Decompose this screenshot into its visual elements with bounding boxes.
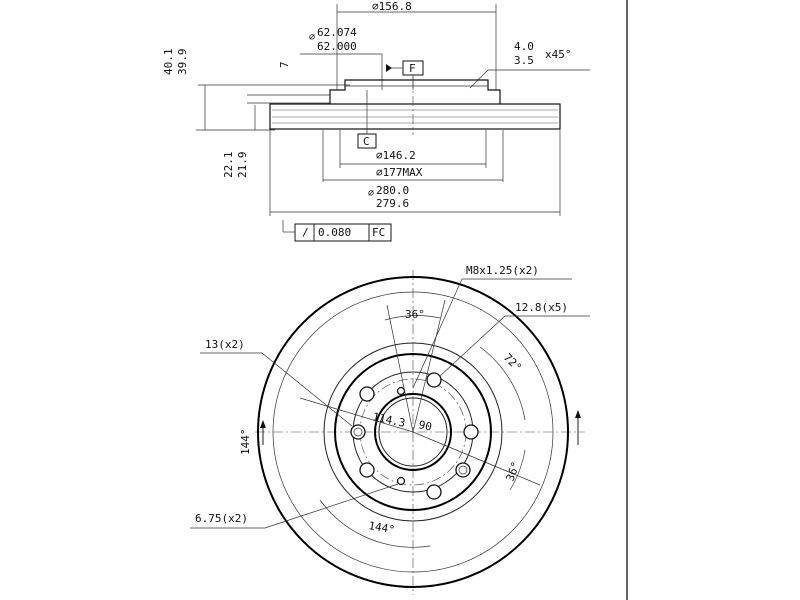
- angle-right-label: 72°: [500, 350, 525, 375]
- pcd-a-label: 114.3: [371, 410, 407, 430]
- pin-hole-callout: 6.75(x2): [195, 512, 248, 525]
- chamfer-b-label: 3.5: [514, 54, 534, 67]
- hub-bore-min-label: 62.000: [317, 40, 357, 53]
- angle-bottom-label: 144°: [367, 519, 396, 537]
- threaded-hole: [351, 425, 365, 439]
- section-view: [162, 0, 590, 241]
- angle-left-label: 144°: [239, 428, 252, 455]
- stud-hole: [360, 387, 374, 401]
- stud-hole: [464, 425, 478, 439]
- thickness-a-label: 22.1: [222, 151, 235, 178]
- datum-c-label: C: [363, 135, 370, 148]
- pin-hole: [398, 388, 405, 395]
- stud-hole: [427, 485, 441, 499]
- stud-hole-callout: 12.8(x5): [515, 301, 568, 314]
- datum-f-label: F: [409, 62, 416, 75]
- total-height-a-label: 40.1: [162, 48, 175, 75]
- outer-hat-diameter-label: ∅156.8: [372, 0, 412, 13]
- outer-diameter-max-label: 280.0: [376, 184, 410, 197]
- hub-bore-max-label: 62.074: [317, 26, 357, 39]
- chamfer-a-label: 4.0: [514, 40, 534, 53]
- outer-diameter-min-label: 279.6: [376, 197, 410, 210]
- tolerance-datum-label: FC: [372, 226, 386, 239]
- small-hole-callout: 13(x2): [205, 338, 245, 351]
- angle-lower-right-label: 36°: [503, 459, 523, 484]
- thickness-b-label: 21.9: [236, 151, 249, 178]
- tolerance-value-label: 0.080: [318, 226, 352, 239]
- tolerance-frame: [283, 220, 391, 241]
- angle-top-label: 36°: [405, 308, 425, 321]
- front-view: [190, 264, 590, 595]
- friction-max-diameter-label: ∅177MAX: [376, 166, 423, 179]
- stud-hole: [427, 373, 441, 387]
- friction-inner-diameter-label: ∅146.2: [376, 149, 416, 162]
- pin-hole: [398, 478, 405, 485]
- total-height-b-label: 39.9: [176, 48, 189, 75]
- outer-diameter-symbol: ∅: [368, 188, 375, 199]
- threaded-hole: [456, 463, 470, 477]
- thread-callout: M8x1.25(x2): [466, 264, 539, 277]
- diameter-symbol: ∅: [309, 32, 316, 43]
- hat-thickness-label: 7: [278, 61, 291, 68]
- runout-symbol: /: [302, 226, 309, 239]
- stud-hole: [360, 463, 374, 477]
- pcd-b-label: 90: [417, 418, 434, 434]
- chamfer-angle-label: x45°: [545, 48, 572, 61]
